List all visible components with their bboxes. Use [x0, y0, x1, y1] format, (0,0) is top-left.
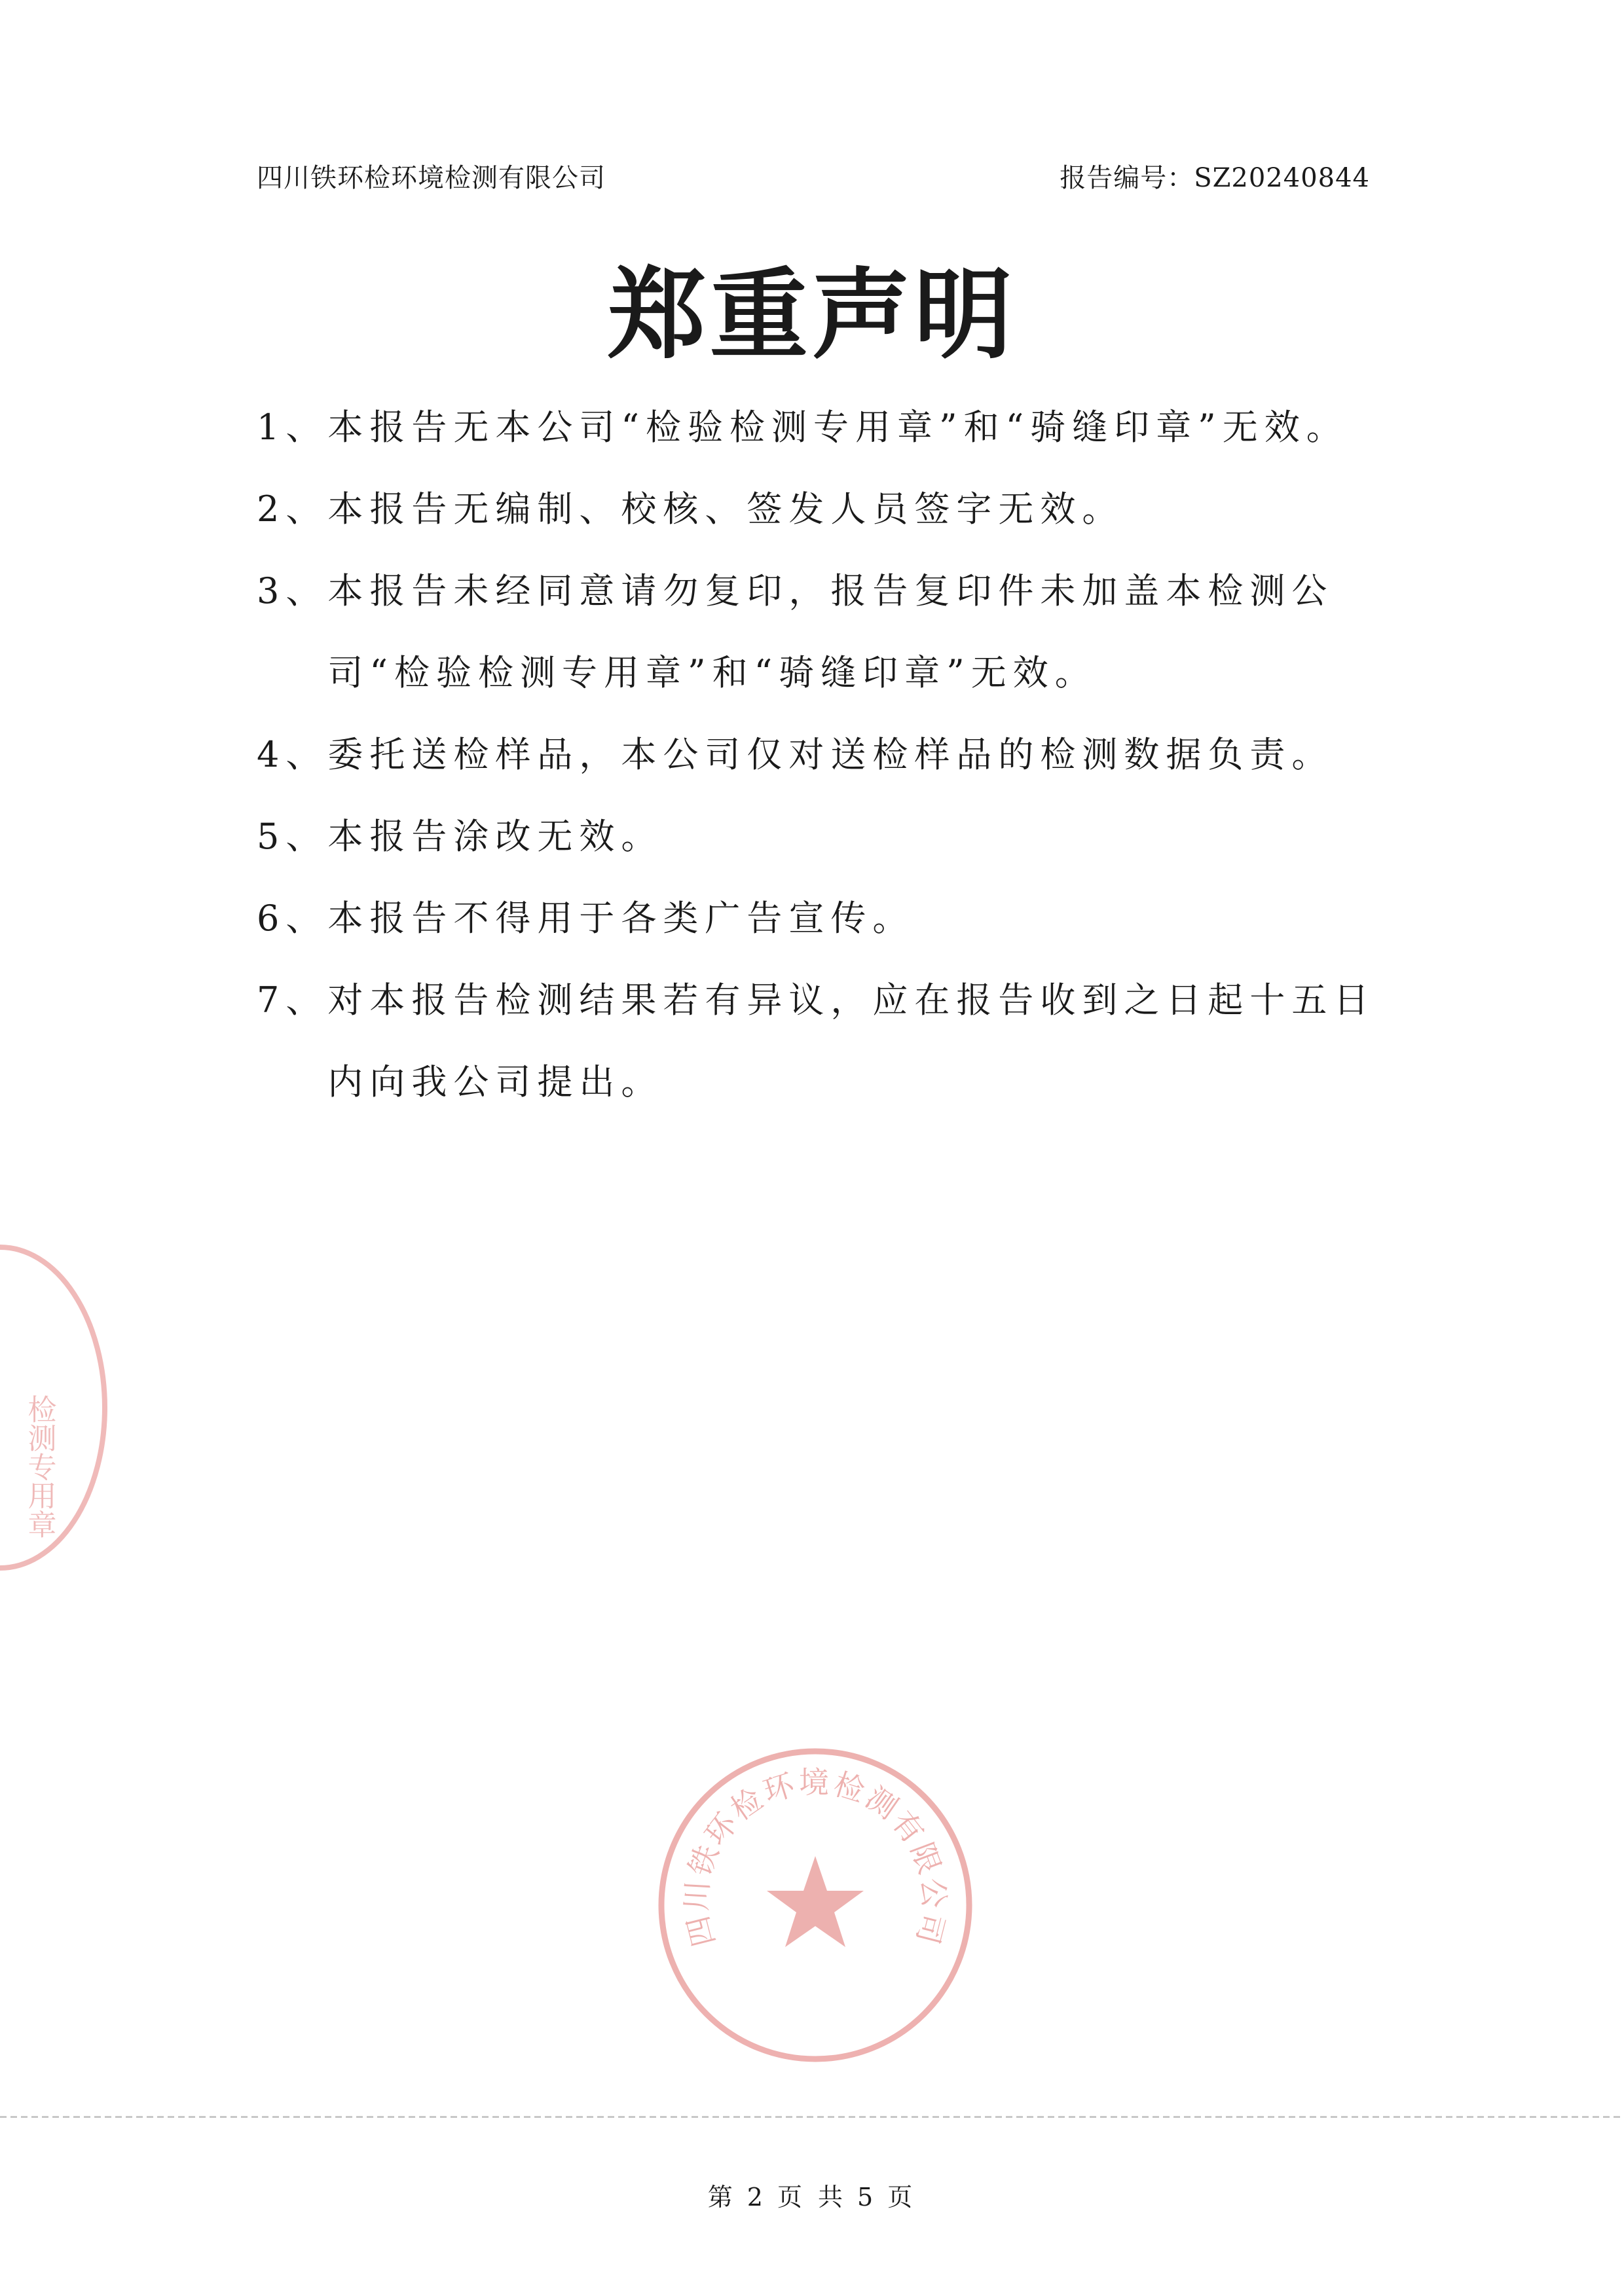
total-pages: 5	[857, 2183, 877, 2212]
edge-seal-icon	[0, 1237, 111, 1578]
item-number: 4、	[257, 734, 328, 775]
declaration-item-5	[257, 795, 1409, 877]
item-number: 3、	[257, 570, 328, 611]
page-header	[257, 157, 1370, 203]
current-page: 2	[747, 2183, 767, 2212]
declaration-item-2	[257, 468, 1409, 550]
company-name: 四川铁环检环境检测有限公司	[257, 163, 606, 193]
svg-text:检测专用章: 检测专用章	[22, 1394, 56, 1539]
official-seal-icon	[652, 1741, 979, 2069]
page-number	[0, 2177, 1624, 2213]
report-number: 报告编号：SZ20240844	[1060, 163, 1370, 193]
item-text: 本报告不得用于各类广告宣传。	[327, 898, 915, 939]
item-text: 对本报告检测结果若有异议，应在报告收到之日起十五日内向我公司提出。	[327, 979, 1376, 1102]
declaration-list	[257, 386, 1409, 1123]
page-prefix: 第	[707, 2183, 737, 2212]
declaration-item-4	[257, 714, 1409, 795]
declaration-item-6	[257, 877, 1409, 959]
declaration-item-3	[257, 550, 1409, 714]
page-mid: 页 共	[777, 2183, 847, 2212]
page-title: 郑重声明	[607, 259, 1016, 373]
item-number: 6、	[257, 898, 328, 939]
item-text: 本报告无编制、校核、签发人员签字无效。	[327, 488, 1124, 530]
item-number: 5、	[257, 816, 328, 857]
item-number: 1、	[257, 407, 328, 448]
svg-text:四川铁环检环境检测有限公司: 四川铁环检环境检测有限公司	[678, 1764, 953, 1950]
item-number: 2、	[257, 488, 328, 530]
item-number: 7、	[257, 979, 328, 1021]
page-suffix: 页	[887, 2183, 917, 2212]
item-text: 本报告无本公司“检验检测专用章”和“骑缝印章”无效。	[327, 407, 1348, 448]
footer-divider	[0, 2116, 1624, 2118]
declaration-item-1	[257, 386, 1409, 468]
item-text: 本报告涂改无效。	[327, 816, 663, 857]
item-text: 委托送检样品，本公司仅对送检样品的检测数据负责。	[327, 734, 1334, 775]
declaration-item-7	[257, 959, 1409, 1123]
item-text: 本报告未经同意请勿复印，报告复印件未加盖本检测公司“检验检测专用章”和“骑缝印章”无效。	[327, 570, 1334, 693]
